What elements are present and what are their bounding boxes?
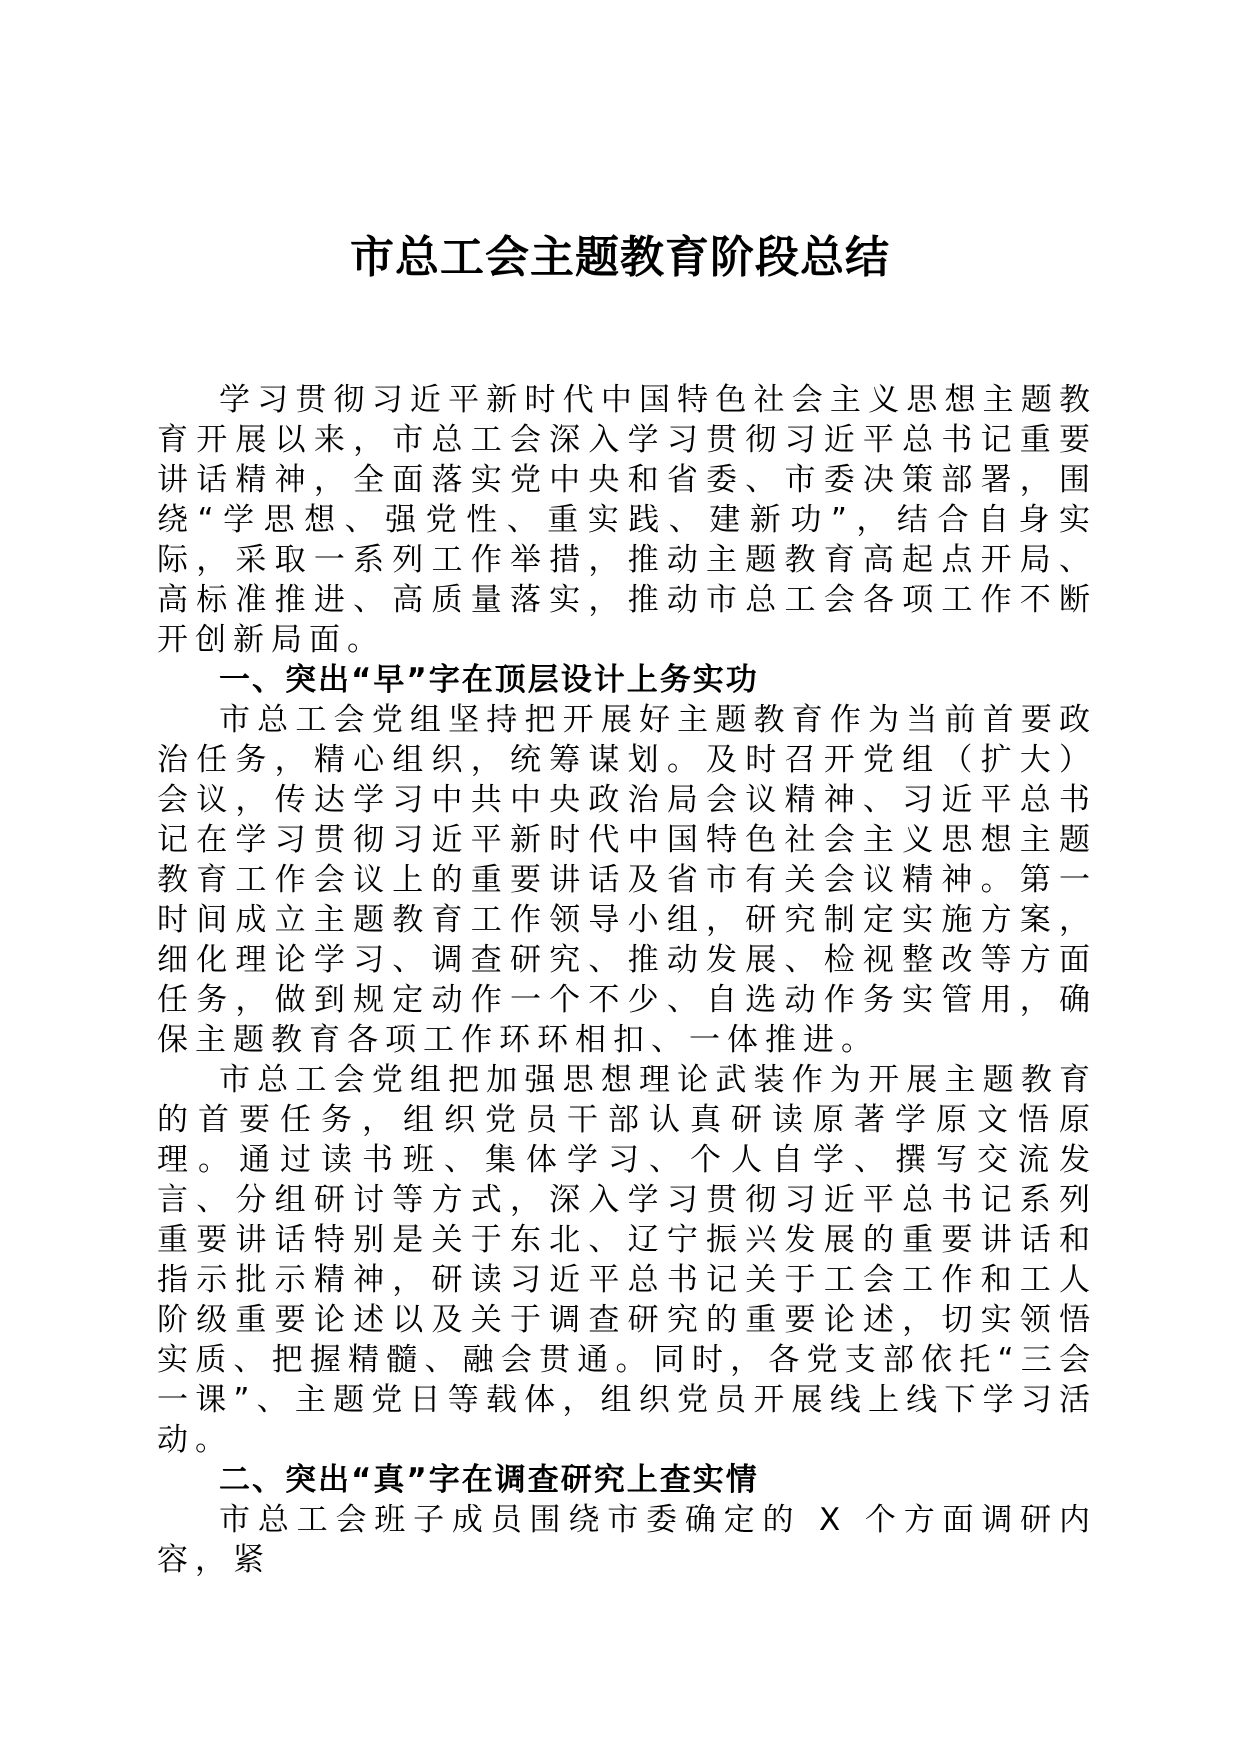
paragraph-section-2-a: 市总工会班子成员围绕市委确定的 X 个方面调研内容，紧 bbox=[157, 1502, 1097, 1578]
section-heading-1: 一、突出“早”字在顶层设计上务实功 bbox=[219, 662, 759, 698]
paragraph-section-1-b: 市总工会党组把加强思想理论武装作为开展主题教育的首要任务，组织党员干部认真研读原著学原文悟原理。通过读书班、集体学习、个人自学、撰写交流发言、分组研讨等方式，深入学习贯彻习近平总书记系列重要讲话特别是关于东北、辽宁振兴发展的重要讲话和指示批示精神，研读习近平总书记关于工会工作和工人阶级重要论述以及关于调查研究的重要论述，切实领悟实质、把握精髓、融会贯通。同时，各党支部依托“三会一课”、主题党日等载体，组织党员开展线上线下学习活动。 bbox=[157, 1062, 1097, 1458]
document-body bbox=[157, 380, 1097, 1580]
paragraph-intro: 学习贯彻习近平新时代中国特色社会主义思想主题教育开展以来，市总工会深入学习贯彻习近平总书记重要讲话精神，全面落实党中央和省委、市委决策部署，围绕“学思想、强党性、重实践、建新功”，结合自身实际，采取一系列工作举措，推动主题教育高起点开局、高标准推进、高质量落实，推动市总工会各项工作不断开创新局面。 bbox=[157, 382, 1097, 658]
section-heading-2: 二、突出“真”字在调查研究上查实情 bbox=[219, 1462, 759, 1498]
document-title: 市总工会主题教育阶段总结 bbox=[350, 232, 890, 283]
paragraph-section-1-a: 市总工会党组坚持把开展好主题教育作为当前首要政治任务，精心组织，统筹谋划。及时召开党组（扩大）会议，传达学习中共中央政治局会议精神、习近平总书记在学习贯彻习近平新时代中国特色社会主义思想主题教育工作会议上的重要讲话及省市有关会议精神。第一时间成立主题教育工作领导小组，研究制定实施方案，细化理论学习、调查研究、推动发展、检视整改等方面任务，做到规定动作一个不少、自选动作务实管用，确保主题教育各项工作环环相扣、一体推进。 bbox=[157, 702, 1097, 1058]
